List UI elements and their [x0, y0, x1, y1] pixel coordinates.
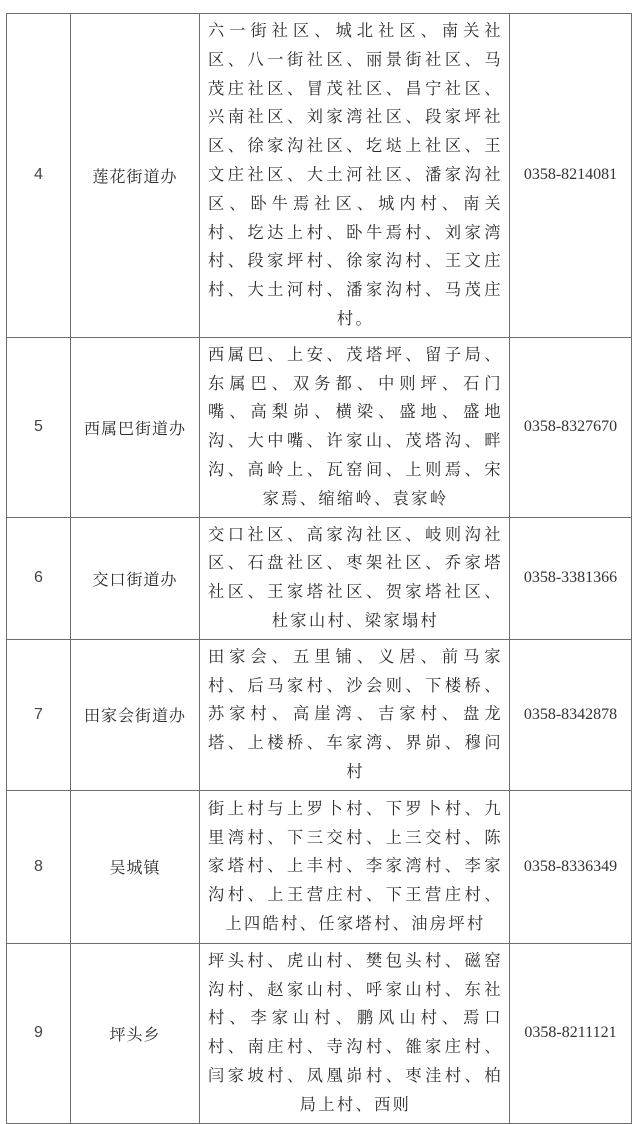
table-row — [7, 337, 632, 517]
covered-areas: 六一街社区、城北社区、南关社区、八一街社区、丽景街社区、马茂庄社区、冒茂社区、昌宁社区、兴南社区、刘家湾社区、段家坪社区、徐家沟社区、圪垯上社区、王文庄社区、大土河社区、潘家沟社区、卧牛焉社区、城内村、南关村、圪达上村、卧牛焉村、刘家湾村、段家坪村、徐家沟村、王文庄村、大土河村、潘家沟村、马茂庄村。 — [208, 21, 503, 328]
row-number: 7 — [7, 639, 71, 790]
jurisdiction-contact-table — [6, 13, 632, 1124]
row-number: 8 — [7, 790, 71, 943]
office-name: 交口街道办 — [71, 517, 200, 639]
office-name: 坪头乡 — [71, 943, 200, 1123]
phone-number: 0358-8211121 — [510, 943, 632, 1123]
phone-number: 0358-8342878 — [510, 639, 632, 790]
table-row — [7, 517, 632, 639]
covered-areas: 西属巴、上安、茂塔坪、留子局、东属巴、双务都、中则坪、石门嘴、高梨峁、横梁、盛地、盛地沟、大中嘴、许家山、茂塔沟、畔沟、高岭上、瓦窑间、上则焉、宋家焉、缩缩岭、袁家岭 — [208, 344, 503, 508]
area-cell — [200, 337, 510, 517]
row-number: 6 — [7, 517, 71, 639]
table-row — [7, 14, 632, 338]
row-number: 4 — [7, 14, 71, 338]
phone-number: 0358-3381366 — [510, 517, 632, 639]
covered-areas: 田家会、五里铺、义居、前马家村、后马家村、沙会则、下楼桥、苏家村、高崖湾、吉家村、盘龙塔、上楼桥、车家湾、界峁、穆问村 — [208, 646, 503, 781]
office-name: 吴城镇 — [71, 790, 200, 943]
table-row — [7, 639, 632, 790]
row-number: 5 — [7, 337, 71, 517]
area-cell — [200, 639, 510, 790]
area-cell — [200, 943, 510, 1123]
office-name: 莲花街道办 — [71, 14, 200, 338]
table-row — [7, 943, 632, 1123]
office-name: 西属巴街道办 — [71, 337, 200, 517]
area-cell — [200, 14, 510, 338]
covered-areas: 街上村与上罗卜村、下罗卜村、九里湾村、下三交村、上三交村、陈家塔村、上丰村、李家湾村、李家沟村、上王营庄村、下王营庄村、上四皓村、任家塔村、油房坪村 — [208, 798, 503, 933]
covered-areas: 交口社区、高家沟社区、岐则沟社区、石盘社区、枣架社区、乔家塔社区、王家塔社区、贺家塔社区、杜家山村、梁家塌村 — [208, 524, 503, 630]
row-number: 9 — [7, 943, 71, 1123]
phone-number: 0358-8327670 — [510, 337, 632, 517]
phone-number: 0358-8336349 — [510, 790, 632, 943]
covered-areas: 坪头村、虎山村、樊包头村、磁窑沟村、赵家山村、呼家山村、东社村、李家山村、鹏风山村、焉口村、南庄村、寺沟村、雒家庄村、闫家坡村、凤凰峁村、枣洼村、柏局上村、西则 — [208, 950, 503, 1114]
area-cell — [200, 517, 510, 639]
table-row — [7, 790, 632, 943]
area-cell — [200, 790, 510, 943]
office-name: 田家会街道办 — [71, 639, 200, 790]
phone-number: 0358-8214081 — [510, 14, 632, 338]
